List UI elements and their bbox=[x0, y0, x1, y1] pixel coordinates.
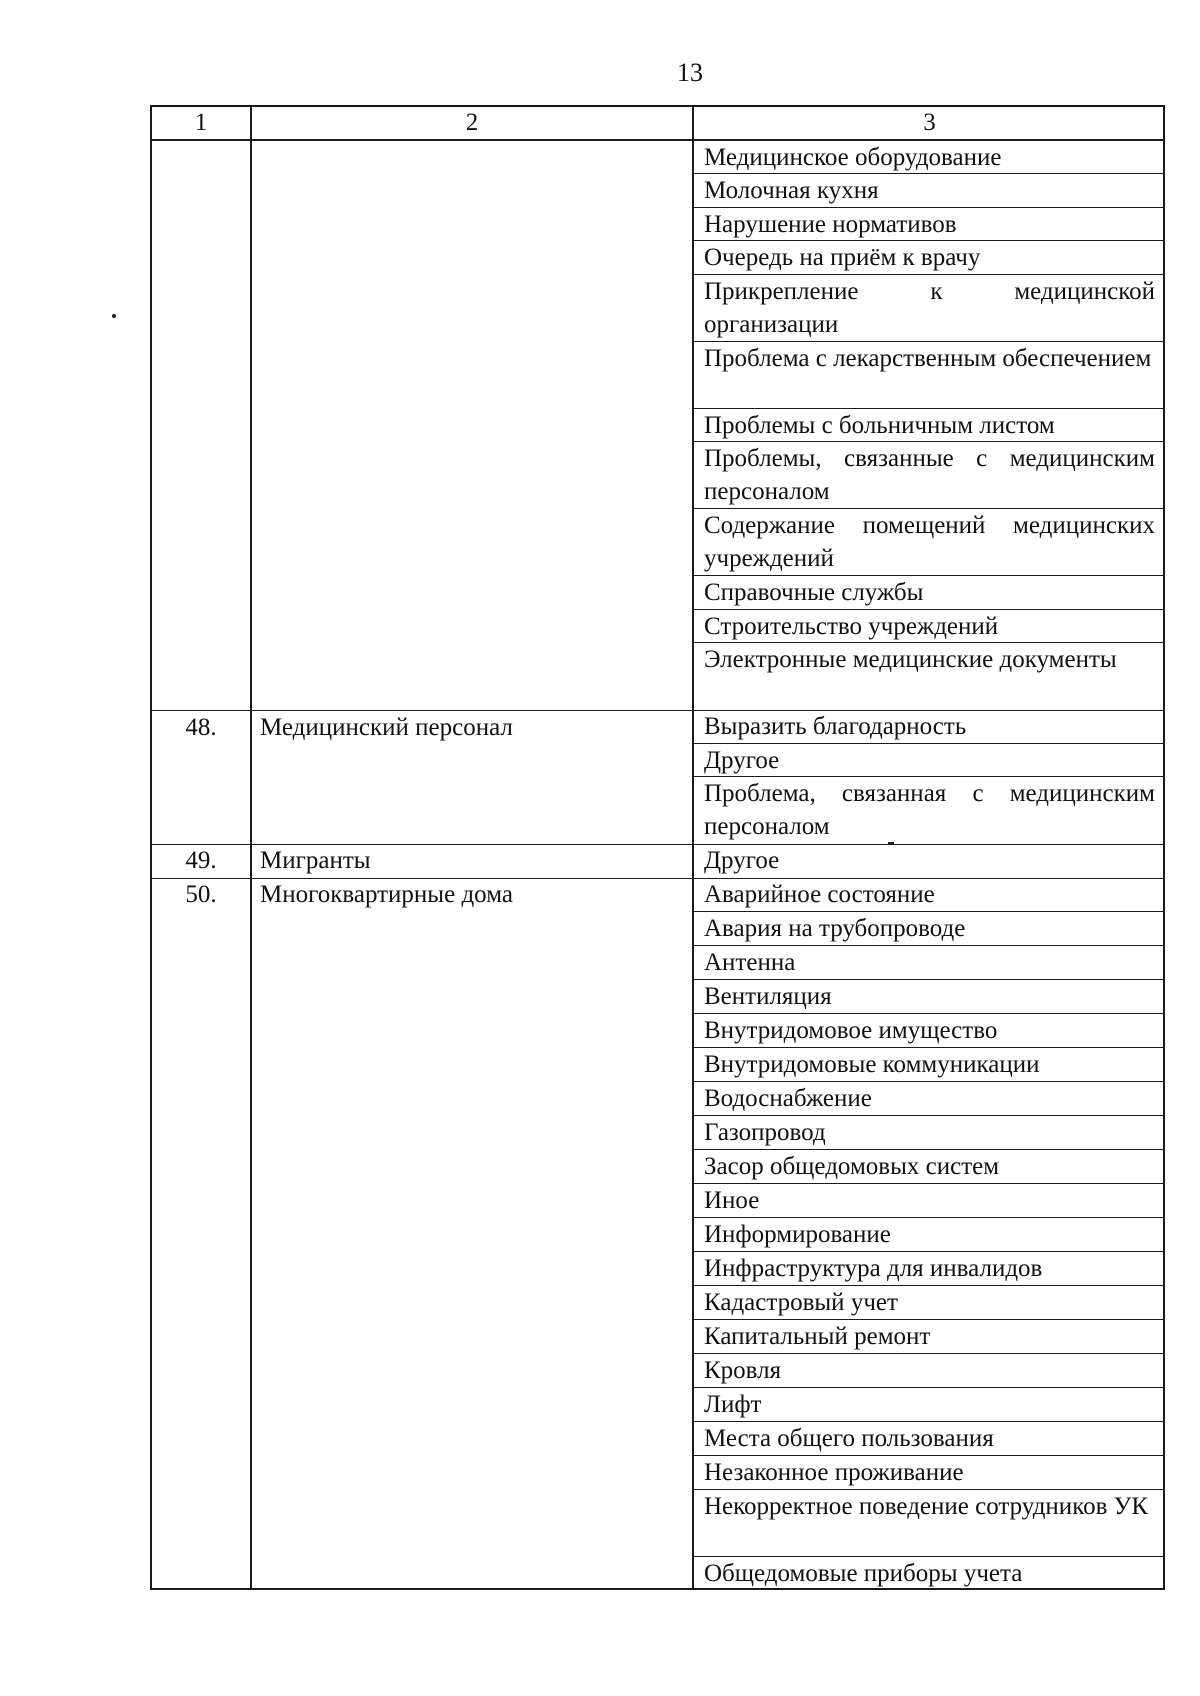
table-header-row bbox=[152, 107, 1163, 141]
list-item: Строительство учреждений bbox=[694, 610, 1163, 643]
list-item: Инфраструктура для инвалидов bbox=[694, 1252, 1163, 1286]
page-number: 13 bbox=[677, 58, 703, 87]
list-item: Засор общедомовых систем bbox=[694, 1150, 1163, 1184]
header-col-1: 1 bbox=[194, 109, 208, 136]
list-item: Электронные медицинские документы bbox=[704, 646, 1117, 673]
list-item: Водоснабжение bbox=[694, 1082, 1163, 1116]
list-item: Капитальный ремонт bbox=[694, 1320, 1163, 1354]
list-item: Проблемы, связанные с медицинским персоналом bbox=[694, 442, 1163, 509]
header-col-3: 3 bbox=[923, 109, 936, 136]
list-item: Внутридомовое имущество bbox=[694, 1014, 1163, 1048]
list-item: Вентиляция bbox=[694, 980, 1163, 1014]
group-name: Мигранты bbox=[260, 847, 371, 874]
list-item: Выразить благодарность bbox=[694, 710, 1163, 744]
group-name: Многоквартирные дома bbox=[260, 881, 513, 908]
list-item: Газопровод bbox=[694, 1116, 1163, 1150]
list-item: Кровля bbox=[694, 1354, 1163, 1388]
list-item: Аварийное состояние bbox=[694, 878, 1163, 912]
list-item: Прикрепление к медицинской организации bbox=[694, 275, 1163, 342]
list-item: Медицинское оборудование bbox=[694, 141, 1163, 174]
classification-table bbox=[150, 105, 1165, 1590]
header-col-2: 2 bbox=[465, 109, 479, 136]
list-item: Проблемы с больничным листом bbox=[694, 409, 1163, 442]
list-item: Справочные службы bbox=[694, 576, 1163, 610]
list-item: Внутридомовые коммуникации bbox=[694, 1048, 1163, 1082]
list-item: Проблема, связанная с медицинским персоналом bbox=[704, 780, 1155, 840]
list-item: Кадастровый учет bbox=[694, 1286, 1163, 1320]
list-item: Проблема с лекарственным обеспечением bbox=[694, 342, 1163, 409]
group-name: Медицинский персонал bbox=[260, 714, 513, 741]
scan-artifact-dash bbox=[888, 842, 894, 844]
list-item: Нарушение нормативов bbox=[694, 208, 1163, 241]
list-item: Места общего пользования bbox=[694, 1422, 1163, 1456]
list-item: Лифт bbox=[694, 1388, 1163, 1422]
list-item: Антенна bbox=[694, 946, 1163, 980]
list-item: Другое bbox=[694, 744, 1163, 777]
scan-artifact-dot bbox=[112, 314, 116, 318]
group-number: 49. bbox=[185, 847, 217, 874]
column-divider-1 bbox=[250, 107, 252, 1588]
list-item: Другое bbox=[704, 847, 780, 874]
list-item: Незаконное проживание bbox=[694, 1456, 1163, 1490]
list-item: Иное bbox=[694, 1184, 1163, 1218]
group-number: 48. bbox=[185, 714, 217, 741]
list-item: Общедомовые приборы учета bbox=[704, 1560, 1023, 1587]
list-item: Информирование bbox=[694, 1218, 1163, 1252]
list-item: Некорректное поведение сотрудников УК bbox=[694, 1490, 1163, 1557]
list-item: Авария на трубопроводе bbox=[694, 912, 1163, 946]
group-number: 50. bbox=[185, 881, 217, 908]
list-item: Молочная кухня bbox=[694, 174, 1163, 208]
list-item: Очередь на приём к врачу bbox=[694, 241, 1163, 275]
list-item: Содержание помещений медицинских учреждений bbox=[694, 509, 1163, 576]
